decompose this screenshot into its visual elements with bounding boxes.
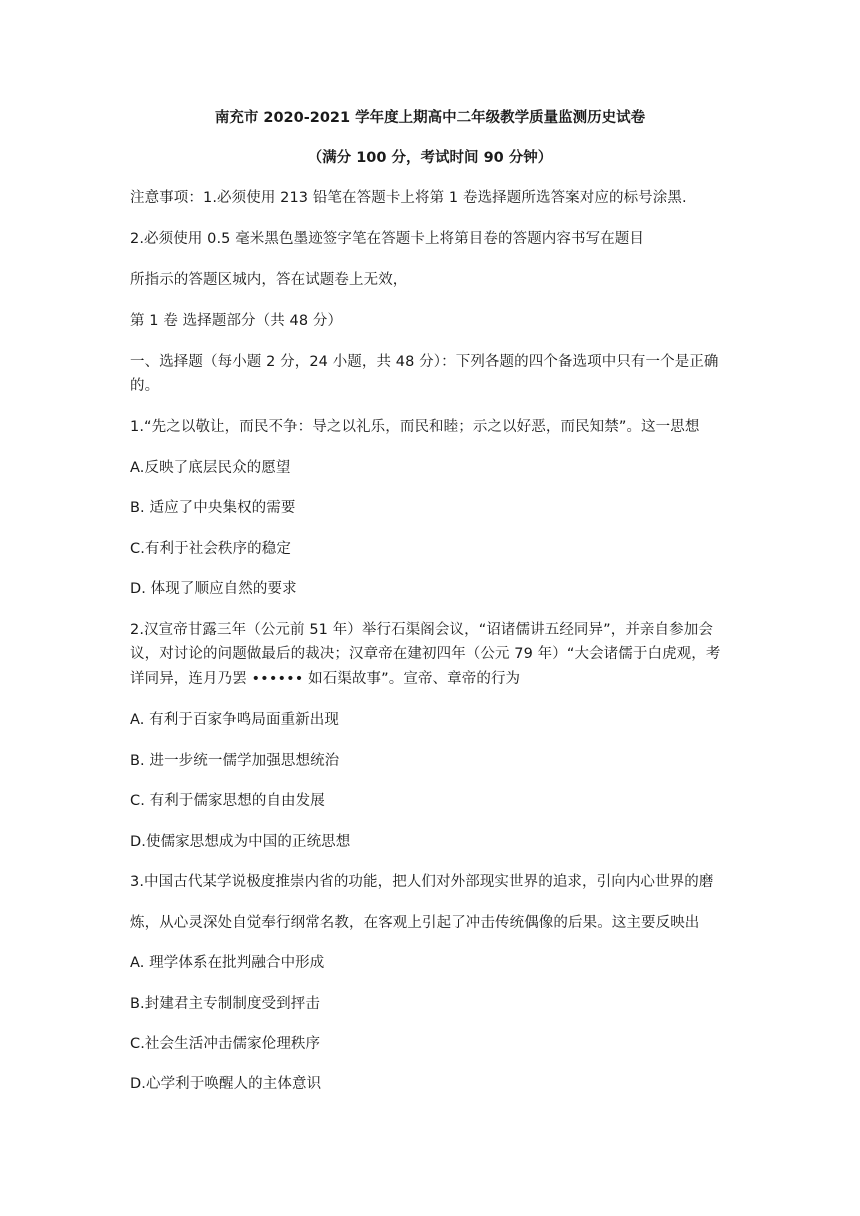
question-2-option-a: A. 有利于百家争鸣局面重新出现: [130, 712, 339, 728]
question-2-stem-line-2: 议，对讨论的问题做最后的裁决；汉章帝在建初四年（公元 79 年）“大会诸儒于白虎观，考: [130, 646, 721, 662]
question-3-option-c: C.社会生活冲击儒家伦理秩序: [130, 1036, 321, 1052]
question-1-option-c: C.有利于社会秩序的稳定: [130, 541, 291, 557]
question-3-stem-line-1: 3.中国古代某学说极度推崇内省的功能，把人们对外部现实世界的追求，引向内心世界的磨: [130, 874, 714, 890]
section-instruction-line-1: 一、选择题（每小题 2 分，24 小题，共 48 分）：下列各题的四个备选项中只有一个是正确: [130, 354, 719, 370]
exam-subtitle: （满分 100 分，考试时间 90 分钟）: [307, 150, 553, 166]
exam-title: 南充市 2020-2021 学年度上期高中二年级教学质量监测历史试卷: [214, 110, 646, 126]
question-1-option-d: D. 体现了顺应自然的要求: [130, 581, 297, 597]
notes-line-1: 注意事项：1.必须使用 213 铅笔在答题卡上将第 1 卷选择题所选答案对应的标号涂黑.: [130, 190, 687, 206]
section-title: 第 1 卷 选择题部分（共 48 分）: [130, 313, 343, 329]
section-instruction-line-2: 的。: [130, 378, 160, 394]
question-3-option-b: B.封建君主专制制度受到抨击: [130, 996, 320, 1012]
notes-line-2: 2.必须使用 0.5 毫米黑色墨迹签字笔在答题卡上将第目卷的答题内容书写在题目: [130, 231, 645, 247]
question-1-option-a: A.反映了底层民众的愿望: [130, 460, 291, 476]
question-2-stem-line-1: 2.汉宣帝甘露三年（公元前 51 年）举行石渠阁会议，“诏诸儒讲五经同异”，并亲自参加会: [130, 622, 713, 638]
question-2-stem-line-3: 详同异，连月乃罢 •••••• 如石渠故事”。宣帝、章帝的行为: [130, 671, 521, 687]
question-2-option-d: D.使儒家思想成为中国的正统思想: [130, 834, 351, 850]
question-2-option-b: B. 进一步统一儒学加强思想统治: [130, 753, 340, 769]
question-3-option-a: A. 理学体系在批判融合中形成: [130, 955, 325, 971]
question-1-option-b: B. 适应了中央集权的需要: [130, 500, 296, 516]
question-3-stem-line-2: 炼，从心灵深处自觉奉行纲常名教，在客观上引起了冲击传统偶像的后果。这主要反映出: [130, 915, 700, 931]
notes-line-3: 所指示的答题区城内，答在试题卷上无效，: [130, 272, 408, 288]
question-3-option-d: D.心学利于唤醒人的主体意识: [130, 1076, 322, 1092]
question-1-stem: 1.“先之以敬让，而民不争：导之以礼乐，而民和睦；示之以好恶，而民知禁”。这一思想: [130, 419, 700, 435]
question-2-option-c: C. 有利于儒家思想的自由发展: [130, 793, 325, 809]
